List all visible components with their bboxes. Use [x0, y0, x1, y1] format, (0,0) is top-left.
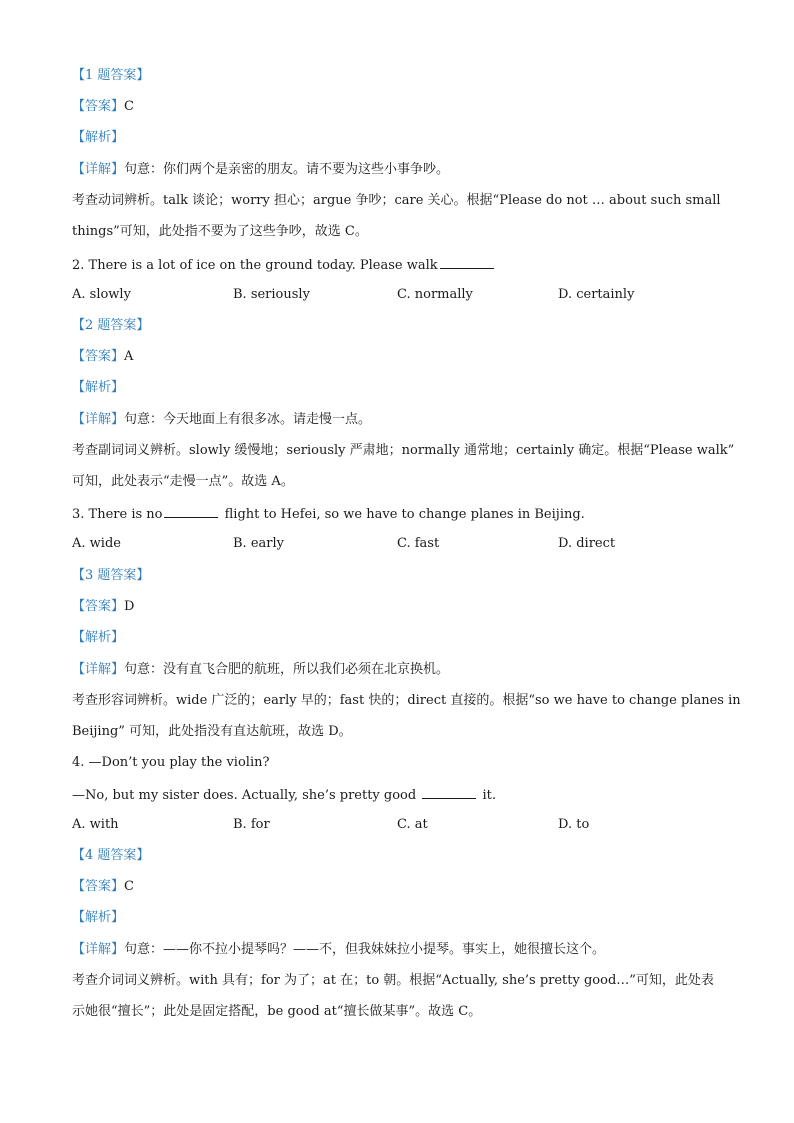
q2-stem-text: 2. There is a lot of ice on the ground today. Please walk — [72, 258, 438, 273]
detail-label: 【详解】 — [72, 162, 125, 177]
answer-value: D — [124, 599, 135, 614]
q3-stem-start: 3. There is no — [72, 507, 163, 522]
q3-explain-line1: 考查形容词辨析。wide 广泛的；early 早的；fast 快的；direct 直接的。根据“so we have to change planes in — [72, 693, 741, 708]
detail-label: 【详解】 — [72, 662, 125, 677]
q2-detail — [72, 412, 722, 428]
q4-detail — [72, 942, 722, 958]
answer-blank — [164, 505, 218, 518]
detail-text: 句意：——你不拉小提琴吗？——不，但我妹妹拉小提琴。事实上，她很擅长这个。 — [124, 942, 606, 957]
q1-analysis-label: 【解析】 — [72, 130, 125, 145]
q2-explain-line2: 可知，此处表示“走慢一点”。故选 A。 — [72, 474, 294, 489]
q3-stem — [72, 505, 722, 523]
q4-stem-line2 — [72, 786, 722, 804]
detail-label: 【详解】 — [72, 942, 125, 957]
answer-label: 【答案】 — [72, 349, 125, 364]
answer-value: A — [124, 349, 134, 364]
q4-option-d: D. to — [558, 817, 590, 832]
answer-value: C — [124, 879, 134, 894]
q2-option-d: D. certainly — [558, 287, 635, 302]
q1-header: 【1 题答案】 — [72, 68, 150, 83]
q4-stem-end: it. — [478, 788, 496, 803]
q1-detail — [72, 162, 722, 178]
q1-answer — [72, 99, 722, 115]
q3-detail — [72, 662, 722, 678]
q4-analysis-label: 【解析】 — [72, 910, 125, 925]
answer-blank — [440, 256, 494, 269]
q3-option-a: A. wide — [72, 536, 121, 551]
q4-stem-start: —No, but my sister does. Actually, she’s pretty good — [72, 788, 421, 803]
q2-option-c: C. normally — [397, 287, 473, 302]
q4-explain-line1: 考查介词词义辨析。with 具有；for 为了；at 在；to 朝。根据“Actually, she’s pretty good…”可知，此处表 — [72, 973, 714, 988]
q3-option-d: D. direct — [558, 536, 616, 551]
q3-explain-line2: Beijing” 可知，此处指没有直达航班，故选 D。 — [72, 724, 352, 739]
answer-label: 【答案】 — [72, 599, 125, 614]
answer-value: C — [124, 99, 134, 114]
q1-explain-line2: things”可知，此处指不要为了这些争吵，故选 C。 — [72, 224, 368, 239]
answer-label: 【答案】 — [72, 879, 125, 894]
answer-label: 【答案】 — [72, 99, 125, 114]
q4-header: 【4 题答案】 — [72, 848, 150, 863]
q2-option-b: B. seriously — [233, 287, 310, 302]
q4-stem-line1: 4. —Don’t you play the violin? — [72, 755, 270, 770]
q3-option-b: B. early — [233, 536, 284, 551]
q2-header: 【2 题答案】 — [72, 318, 150, 333]
q2-option-a: A. slowly — [72, 287, 131, 302]
q3-analysis-label: 【解析】 — [72, 630, 125, 645]
q3-stem-end: flight to Hefei, so we have to change planes in Beijing. — [220, 507, 585, 522]
answer-blank — [422, 786, 476, 799]
q2-stem — [72, 256, 722, 274]
q4-option-a: A. with — [72, 817, 119, 832]
q4-explain-line2: 示她很“擅长”；此处是固定搭配，be good at“擅长做某事”。故选 C。 — [72, 1004, 482, 1019]
q3-answer — [72, 599, 722, 615]
q2-analysis-label: 【解析】 — [72, 380, 125, 395]
detail-label: 【详解】 — [72, 412, 125, 427]
detail-text: 句意：今天地面上有很多冰。请走慢一点。 — [124, 412, 372, 427]
q4-option-c: C. at — [397, 817, 428, 832]
q3-header: 【3 题答案】 — [72, 568, 150, 583]
q3-option-c: C. fast — [397, 536, 440, 551]
q4-answer — [72, 879, 722, 895]
q2-answer — [72, 349, 722, 365]
q4-option-b: B. for — [233, 817, 270, 832]
detail-text: 句意：没有直飞合肥的航班，所以我们必须在北京换机。 — [124, 662, 450, 677]
q1-explain-line1: 考查动词辨析。talk 谈论；worry 担心；argue 争吵；care 关心。根据“Please do not … about such small — [72, 193, 721, 208]
q2-explain-line1: 考查副词词义辨析。slowly 缓慢地；seriously 严肃地；normally 通常地；certainly 确定。根据“Please walk” — [72, 443, 735, 458]
detail-text: 句意：你们两个是亲密的朋友。请不要为这些小事争吵。 — [124, 162, 450, 177]
